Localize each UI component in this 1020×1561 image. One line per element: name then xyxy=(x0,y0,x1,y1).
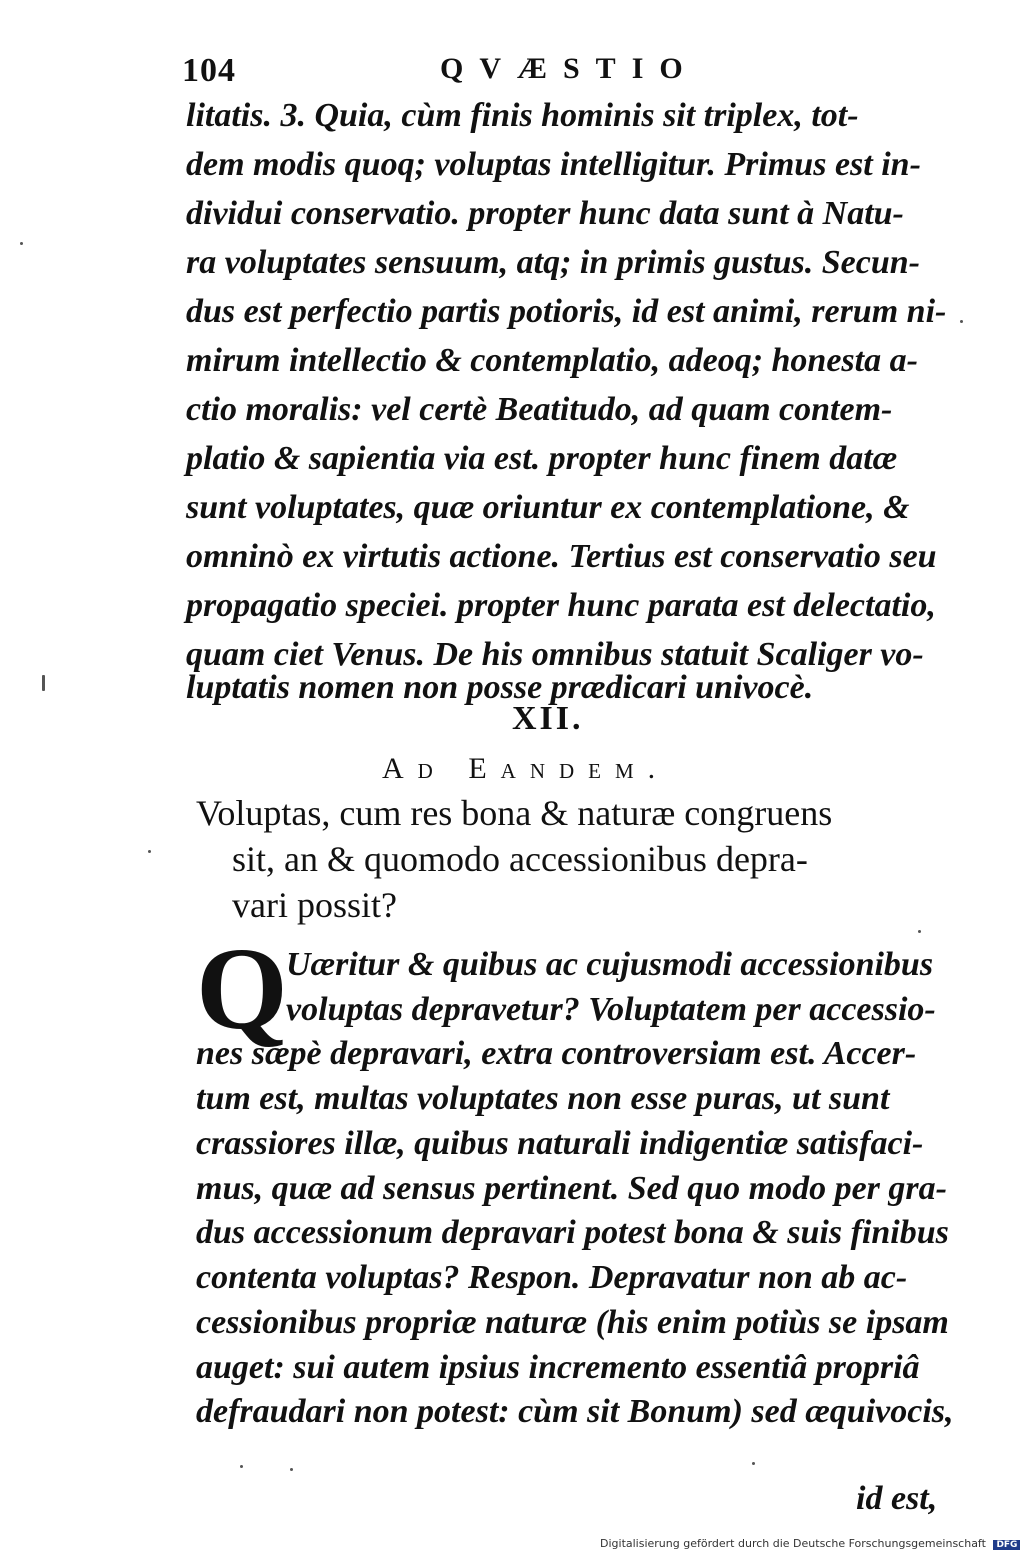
text-line: contenta voluptas? Respon. Depravatur non ab ac- xyxy=(196,1259,908,1296)
scan-speck xyxy=(20,242,23,245)
scan-speck xyxy=(42,675,45,691)
text-line: cessionibus propriæ naturæ (his enim potiùs se ipsam xyxy=(196,1304,949,1341)
text-line: luptatis nomen non posse prædicari univocè. xyxy=(186,669,814,706)
text-line: nes sæpè depravari, extra controversiam est. Accer- xyxy=(196,1035,917,1072)
text-line: crassiores illæ, quibus naturali indigentiæ satisfaci- xyxy=(196,1125,924,1162)
running-head: QVÆSTIO xyxy=(440,52,699,85)
question-line: sit, an & quomodo accessionibus depra- xyxy=(232,839,808,879)
scan-speck xyxy=(752,1462,755,1465)
text-line: mirum intellectio & contemplatio, adeoq; honesta a- xyxy=(186,342,918,379)
section-subtitle: Ad Eandem. xyxy=(382,752,670,785)
page-header xyxy=(182,52,742,96)
scan-speck xyxy=(960,320,963,323)
dfg-logo: DFG xyxy=(993,1540,1020,1550)
text-line: ctio moralis: vel certè Beatitudo, ad quam contem- xyxy=(186,391,893,428)
text-line: dus est perfectio partis potioris, id est animi, rerum ni- xyxy=(186,293,947,330)
section-number: XII. xyxy=(512,700,584,737)
text-line: voluptas depravetur? Voluptatem per accessio- xyxy=(286,991,936,1028)
text-line: auget: sui autem ipsius incremento essentiâ propriâ xyxy=(196,1349,920,1386)
text-line: dividui conservatio. propter hunc data sunt à Natu- xyxy=(186,195,904,232)
question-line: Voluptas, cum res bona & naturæ congruens xyxy=(196,793,833,833)
text-line: ra voluptates sensuum, atq; in primis gustus. Secun- xyxy=(186,244,921,281)
scan-speck xyxy=(148,850,151,853)
page-number: 104 xyxy=(182,52,236,89)
text-line: tum est, multas voluptates non esse puras, ut sunt xyxy=(196,1080,890,1117)
text-line: dem modis quoq; voluptas intelligitur. Primus est in- xyxy=(186,146,921,183)
scan-speck xyxy=(918,930,921,933)
text-line: propagatio speciei. propter hunc parata est delectatio, xyxy=(186,587,936,624)
credit-text: Digitalisierung gefördert durch die Deutsche Forschungsgemeinschaft xyxy=(600,1537,986,1550)
text-line: litatis. 3. Quia, cùm finis hominis sit triplex, tot- xyxy=(186,97,859,134)
text-line: platio & sapientia via est. propter hunc finem datæ xyxy=(186,440,898,477)
drop-cap-initial: Q xyxy=(196,923,288,1054)
text-line: mus, quæ ad sensus pertinent. Sed quo modo per gra- xyxy=(196,1170,947,1207)
text-line: Uæritur & quibus ac cujusmodi accessionibus xyxy=(286,946,934,983)
digitization-credit xyxy=(600,1537,1020,1550)
text-line: quam ciet Venus. De his omnibus statuit Scaliger vo- xyxy=(186,636,924,673)
text-line: sunt voluptates, quæ oriuntur ex contemplatione, & xyxy=(186,489,910,526)
text-line: defraudari non potest: cùm sit Bonum) sed æquivocis, xyxy=(196,1393,954,1430)
scan-speck xyxy=(290,1468,293,1471)
text-line: omninò ex virtutis actione. Tertius est conservatio seu xyxy=(186,538,937,575)
scan-speck xyxy=(240,1465,243,1468)
question-line: vari possit? xyxy=(232,885,397,925)
catchword: id est, xyxy=(856,1480,938,1517)
text-line: dus accessionum depravari potest bona & suis finibus xyxy=(196,1214,949,1251)
